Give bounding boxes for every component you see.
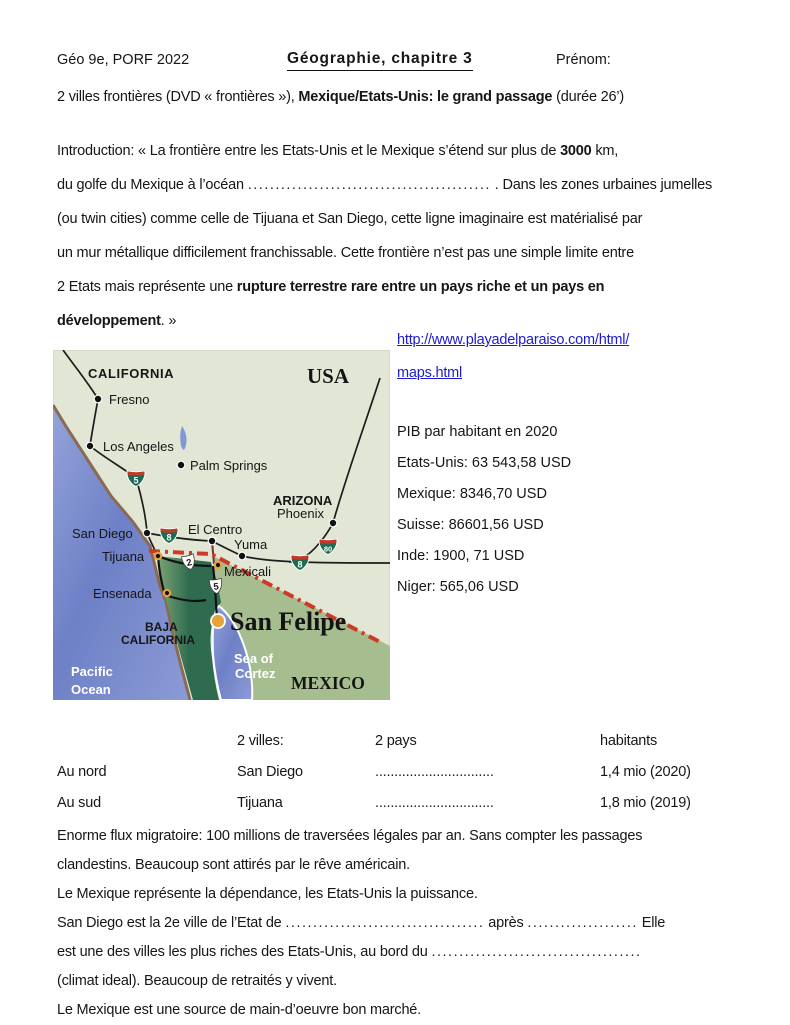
map-label-baja-1: BAJA <box>145 620 178 634</box>
gdp-item-usa: Etats-Unis: 63 543,58 USD <box>397 455 572 471</box>
city-dot-yuma <box>238 552 246 560</box>
body-line-2: clandestins. Beaucoup sont attirés par le rêve américain. <box>57 857 410 873</box>
body-line-3: Le Mexique représente la dépendance, les Etats-Unis la puissance. <box>57 886 478 902</box>
gdp-item-switzerland: Suisse: 86601,56 USD <box>397 517 544 533</box>
intro-line-4: un mur métallique difficilement franchissable. Cette frontière n’est pas une simple limite entre <box>57 245 634 261</box>
map-label-pacific-2: Ocean <box>71 682 111 697</box>
map-link-block <box>397 324 629 390</box>
page-title: Géographie, chapitre 3 <box>287 50 473 71</box>
intro-line-1: Introduction: « La frontière entre les Etats-Unis et le Mexique s’étend sur plus de 3000 km, <box>57 143 619 159</box>
table-header-row <box>57 726 747 757</box>
city-dot-san-felipe <box>211 614 225 628</box>
map-label-cortez-1: Sea of <box>234 651 274 666</box>
map-label-los-angeles: Los Angeles <box>103 439 174 454</box>
city-dot-fresno <box>94 395 102 403</box>
map-link-line1[interactable]: http://www.playadelparaiso.com/html/ <box>397 332 630 348</box>
name-label: Prénom: <box>556 52 611 68</box>
intro-line-3: (ou twin cities) comme celle de Tijuana et San Diego, cette ligne imaginaire est matérialisé par <box>57 211 643 227</box>
body-line-7: Le Mexique est une source de main-d’oeuvre bon marché. <box>57 1002 421 1018</box>
row-country-blank: ............................... <box>375 764 494 780</box>
map-label-pacific-1: Pacific <box>71 664 113 679</box>
bottom-paragraphs <box>57 822 757 1025</box>
body-line-5: est une des villes les plus riches des Etats-Unis, au bord du ...................................... <box>57 944 642 960</box>
cities-table <box>57 726 747 819</box>
map-label-baja-2: CALIFORNIA <box>121 633 195 647</box>
body-line-4: San Diego est la 2e ville de l’Etat de .................................... après .................... Elle <box>57 915 666 931</box>
gdp-list <box>397 417 571 603</box>
map-label-phoenix: Phoenix <box>277 506 324 521</box>
map-label-san-diego: San Diego <box>72 526 133 541</box>
map-label-mexicali: Mexicali <box>224 564 271 579</box>
intro-line-5: 2 Etats mais représente une rupture terrestre rare entre un pays riche et un pays en <box>57 279 605 295</box>
map-label-ensenada: Ensenada <box>93 586 152 601</box>
city-dot-mexicali <box>215 562 221 568</box>
shield-i5-number: 5 <box>133 475 139 486</box>
city-dot-san-diego <box>143 529 151 537</box>
table-header-cities: 2 villes: <box>237 733 284 749</box>
row-city: San Diego <box>237 764 303 780</box>
body-line-1: Enorme flux migratoire: 100 millions de traversées légales par an. Sans compter les passages <box>57 828 643 844</box>
shield-i80-number: 80 <box>323 544 333 554</box>
shield-mx5-number: 5 <box>212 581 220 593</box>
city-dot-ensenada <box>164 590 170 596</box>
intro-line-6: développement. » <box>57 313 177 329</box>
city-dot-el-centro <box>208 537 216 545</box>
map-label-fresno: Fresno <box>109 392 150 407</box>
row-city: Tijuana <box>237 795 283 811</box>
city-dot-los-angeles <box>86 442 94 450</box>
gdp-item-niger: Niger: 565,06 USD <box>397 579 519 595</box>
map-label-california: CALIFORNIA <box>88 366 175 381</box>
gdp-item-india: Inde: 1900, 71 USD <box>397 548 525 564</box>
shield-mx2-number: 2 <box>185 557 194 570</box>
row-region: Au sud <box>57 795 101 811</box>
shield-i8e-number: 8 <box>297 559 303 570</box>
map-label-yuma: Yuma <box>234 537 268 552</box>
row-inhabitants: 1,4 mio (2020) <box>600 764 691 780</box>
body-line-6: (climat ideal). Beaucoup de retraités y vivent. <box>57 973 337 989</box>
table-row-north <box>57 757 747 788</box>
row-country-blank: ............................... <box>375 795 494 811</box>
map-link-line2[interactable]: maps.html <box>397 365 463 381</box>
map-label-mexico: MEXICO <box>291 673 365 693</box>
border-map-image <box>53 350 390 700</box>
map-label-palm-springs: Palm Springs <box>190 458 268 473</box>
map-label-arizona: ARIZONA <box>273 493 333 508</box>
intro-line-2: du golfe du Mexique à l’océan ............................................ . Dans les zones urbaines jumelles <box>57 177 713 193</box>
table-row-south <box>57 788 747 819</box>
table-header-countries: 2 pays <box>375 733 417 749</box>
table-header-inhabitants: habitants <box>600 733 658 749</box>
city-dot-palm-springs <box>177 461 185 469</box>
page-header <box>57 52 747 74</box>
row-inhabitants: 1,8 mio (2019) <box>600 795 691 811</box>
subtitle-line: 2 villes frontières (DVD « frontières »), Mexique/Etats-Unis: le grand passage (durée 26’) <box>57 89 625 105</box>
map-label-tijuana: Tijuana <box>102 549 145 564</box>
city-dot-tijuana <box>155 553 161 559</box>
gdp-title: PIB par habitant en 2020 <box>397 424 558 440</box>
map-svg <box>53 350 390 700</box>
map-label-cortez-2: Cortez <box>235 666 276 681</box>
city-dot-phoenix <box>329 519 337 527</box>
row-region: Au nord <box>57 764 107 780</box>
map-label-san-felipe: San Felipe <box>230 607 347 636</box>
course-label: Géo 9e, PORF 2022 <box>57 52 190 68</box>
map-label-el-centro: El Centro <box>188 522 243 537</box>
map-label-usa: USA <box>307 364 350 388</box>
intro-paragraph <box>57 134 749 338</box>
gdp-item-mexico: Mexique: 8346,70 USD <box>397 486 547 502</box>
shield-i8w-number: 8 <box>166 532 172 543</box>
